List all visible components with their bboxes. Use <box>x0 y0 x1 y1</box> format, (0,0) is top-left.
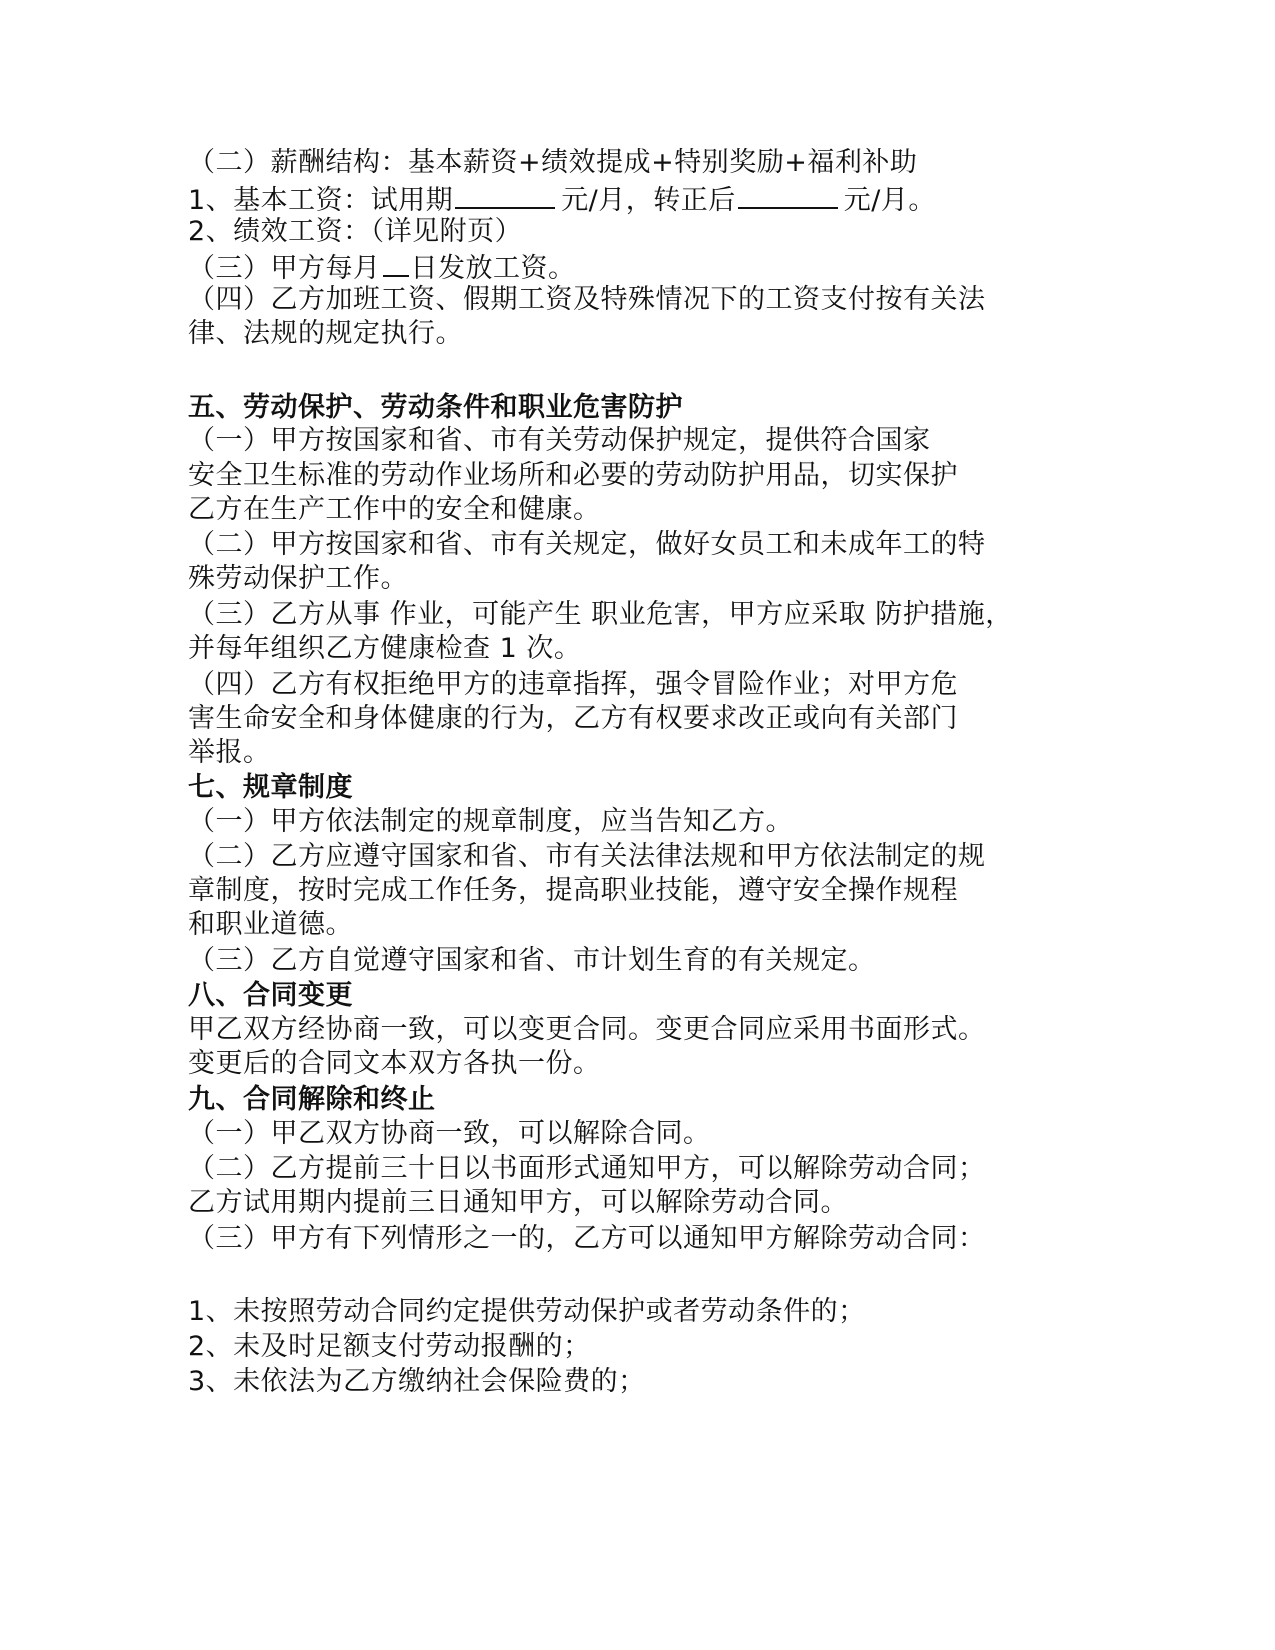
section-5-heading: 五、劳动保护、劳动条件和职业危害防护 <box>188 392 683 423</box>
basic-salary-middle: 元/月，转正后 <box>561 185 736 216</box>
section-5-item-1-line-2: 安全卫生标准的劳动作业场所和必要的劳动防护用品，切实保护 <box>188 460 958 491</box>
section-9-item-1: （一）甲乙双方协商一致，可以解除合同。 <box>188 1118 711 1149</box>
section-7-heading: 七、规章制度 <box>188 772 353 803</box>
basic-salary-prefix: 1、基本工资：试用期 <box>188 185 454 216</box>
section-5-item-4-line-1: （四）乙方有权拒绝甲方的违章指挥，强令冒险作业；对甲方危 <box>188 669 958 700</box>
section-9-heading: 九、合同解除和终止 <box>188 1084 436 1115</box>
section-9-item-3: （三）甲方有下列情形之一的，乙方可以通知甲方解除劳动合同： <box>188 1223 986 1254</box>
section-8-line-1: 甲乙双方经协商一致，可以变更合同。变更合同应采用书面形式。 <box>188 1014 986 1045</box>
performance-salary-line: 2、绩效工资：（详见附页） <box>188 216 523 247</box>
section-5-item-4-line-2: 害生命安全和身体健康的行为，乙方有权要求改正或向有关部门 <box>188 703 958 734</box>
section-5-item-4-line-3: 举报。 <box>188 737 271 768</box>
basic-salary-suffix: 元/月。 <box>843 185 936 216</box>
section-5-item-2-line-2: 殊劳动保护工作。 <box>188 563 408 594</box>
section-7-item-3: （三）乙方自觉遵守国家和省、市计划生育的有关规定。 <box>188 945 876 976</box>
payday-prefix: （三）甲方每月 <box>188 253 381 284</box>
section-5-item-3-line-1: （三）乙方从事 作业，可能产生 职业危害，甲方应采取 防护措施， <box>188 599 1013 630</box>
section-8-line-2: 变更后的合同文本双方各执一份。 <box>188 1048 601 1079</box>
section-7-item-2-line-1: （二）乙方应遵守国家和省、市有关法律法规和甲方依法制定的规 <box>188 841 986 872</box>
overtime-pay-line-2: 律、法规的规定执行。 <box>188 318 463 349</box>
section-9-item-2-line-1: （二）乙方提前三十日以书面形式通知甲方，可以解除劳动合同； <box>188 1153 986 1184</box>
salary-structure-line: （二）薪酬结构：基本薪资+绩效提成+特别奖励+福利补助 <box>188 147 918 178</box>
section-7-item-2-line-3: 和职业道德。 <box>188 909 353 940</box>
termination-reason-1: 1、未按照劳动合同约定提供劳动保护或者劳动条件的； <box>188 1296 866 1327</box>
overtime-pay-line-1: （四）乙方加班工资、假期工资及特殊情况下的工资支付按有关法 <box>188 284 986 315</box>
payday-suffix: 日发放工资。 <box>410 253 576 284</box>
section-8-heading: 八、合同变更 <box>188 980 353 1011</box>
regular-salary-blank <box>738 181 838 209</box>
section-5-item-1-line-1: （一）甲方按国家和省、市有关劳动保护规定，提供符合国家 <box>188 425 931 456</box>
section-9-item-2-line-2: 乙方试用期内提前三日通知甲方，可以解除劳动合同。 <box>188 1187 848 1218</box>
basic-salary-line <box>188 181 936 218</box>
payday-line <box>188 249 576 286</box>
probation-salary-blank <box>455 181 555 209</box>
termination-reason-2: 2、未及时足额支付劳动报酬的； <box>188 1331 591 1362</box>
section-7-item-1: （一）甲方依法制定的规章制度，应当告知乙方。 <box>188 806 793 837</box>
termination-reason-3: 3、未依法为乙方缴纳社会保险费的； <box>188 1366 646 1397</box>
payday-blank <box>383 249 409 277</box>
section-5-item-3-line-2: 并每年组织乙方健康检查 1 次。 <box>188 633 582 664</box>
section-5-item-2-line-1: （二）甲方按国家和省、市有关规定，做好女员工和未成年工的特 <box>188 529 986 560</box>
section-5-item-1-line-3: 乙方在生产工作中的安全和健康。 <box>188 494 601 525</box>
section-7-item-2-line-2: 章制度，按时完成工作任务，提高职业技能，遵守安全操作规程 <box>188 875 958 906</box>
